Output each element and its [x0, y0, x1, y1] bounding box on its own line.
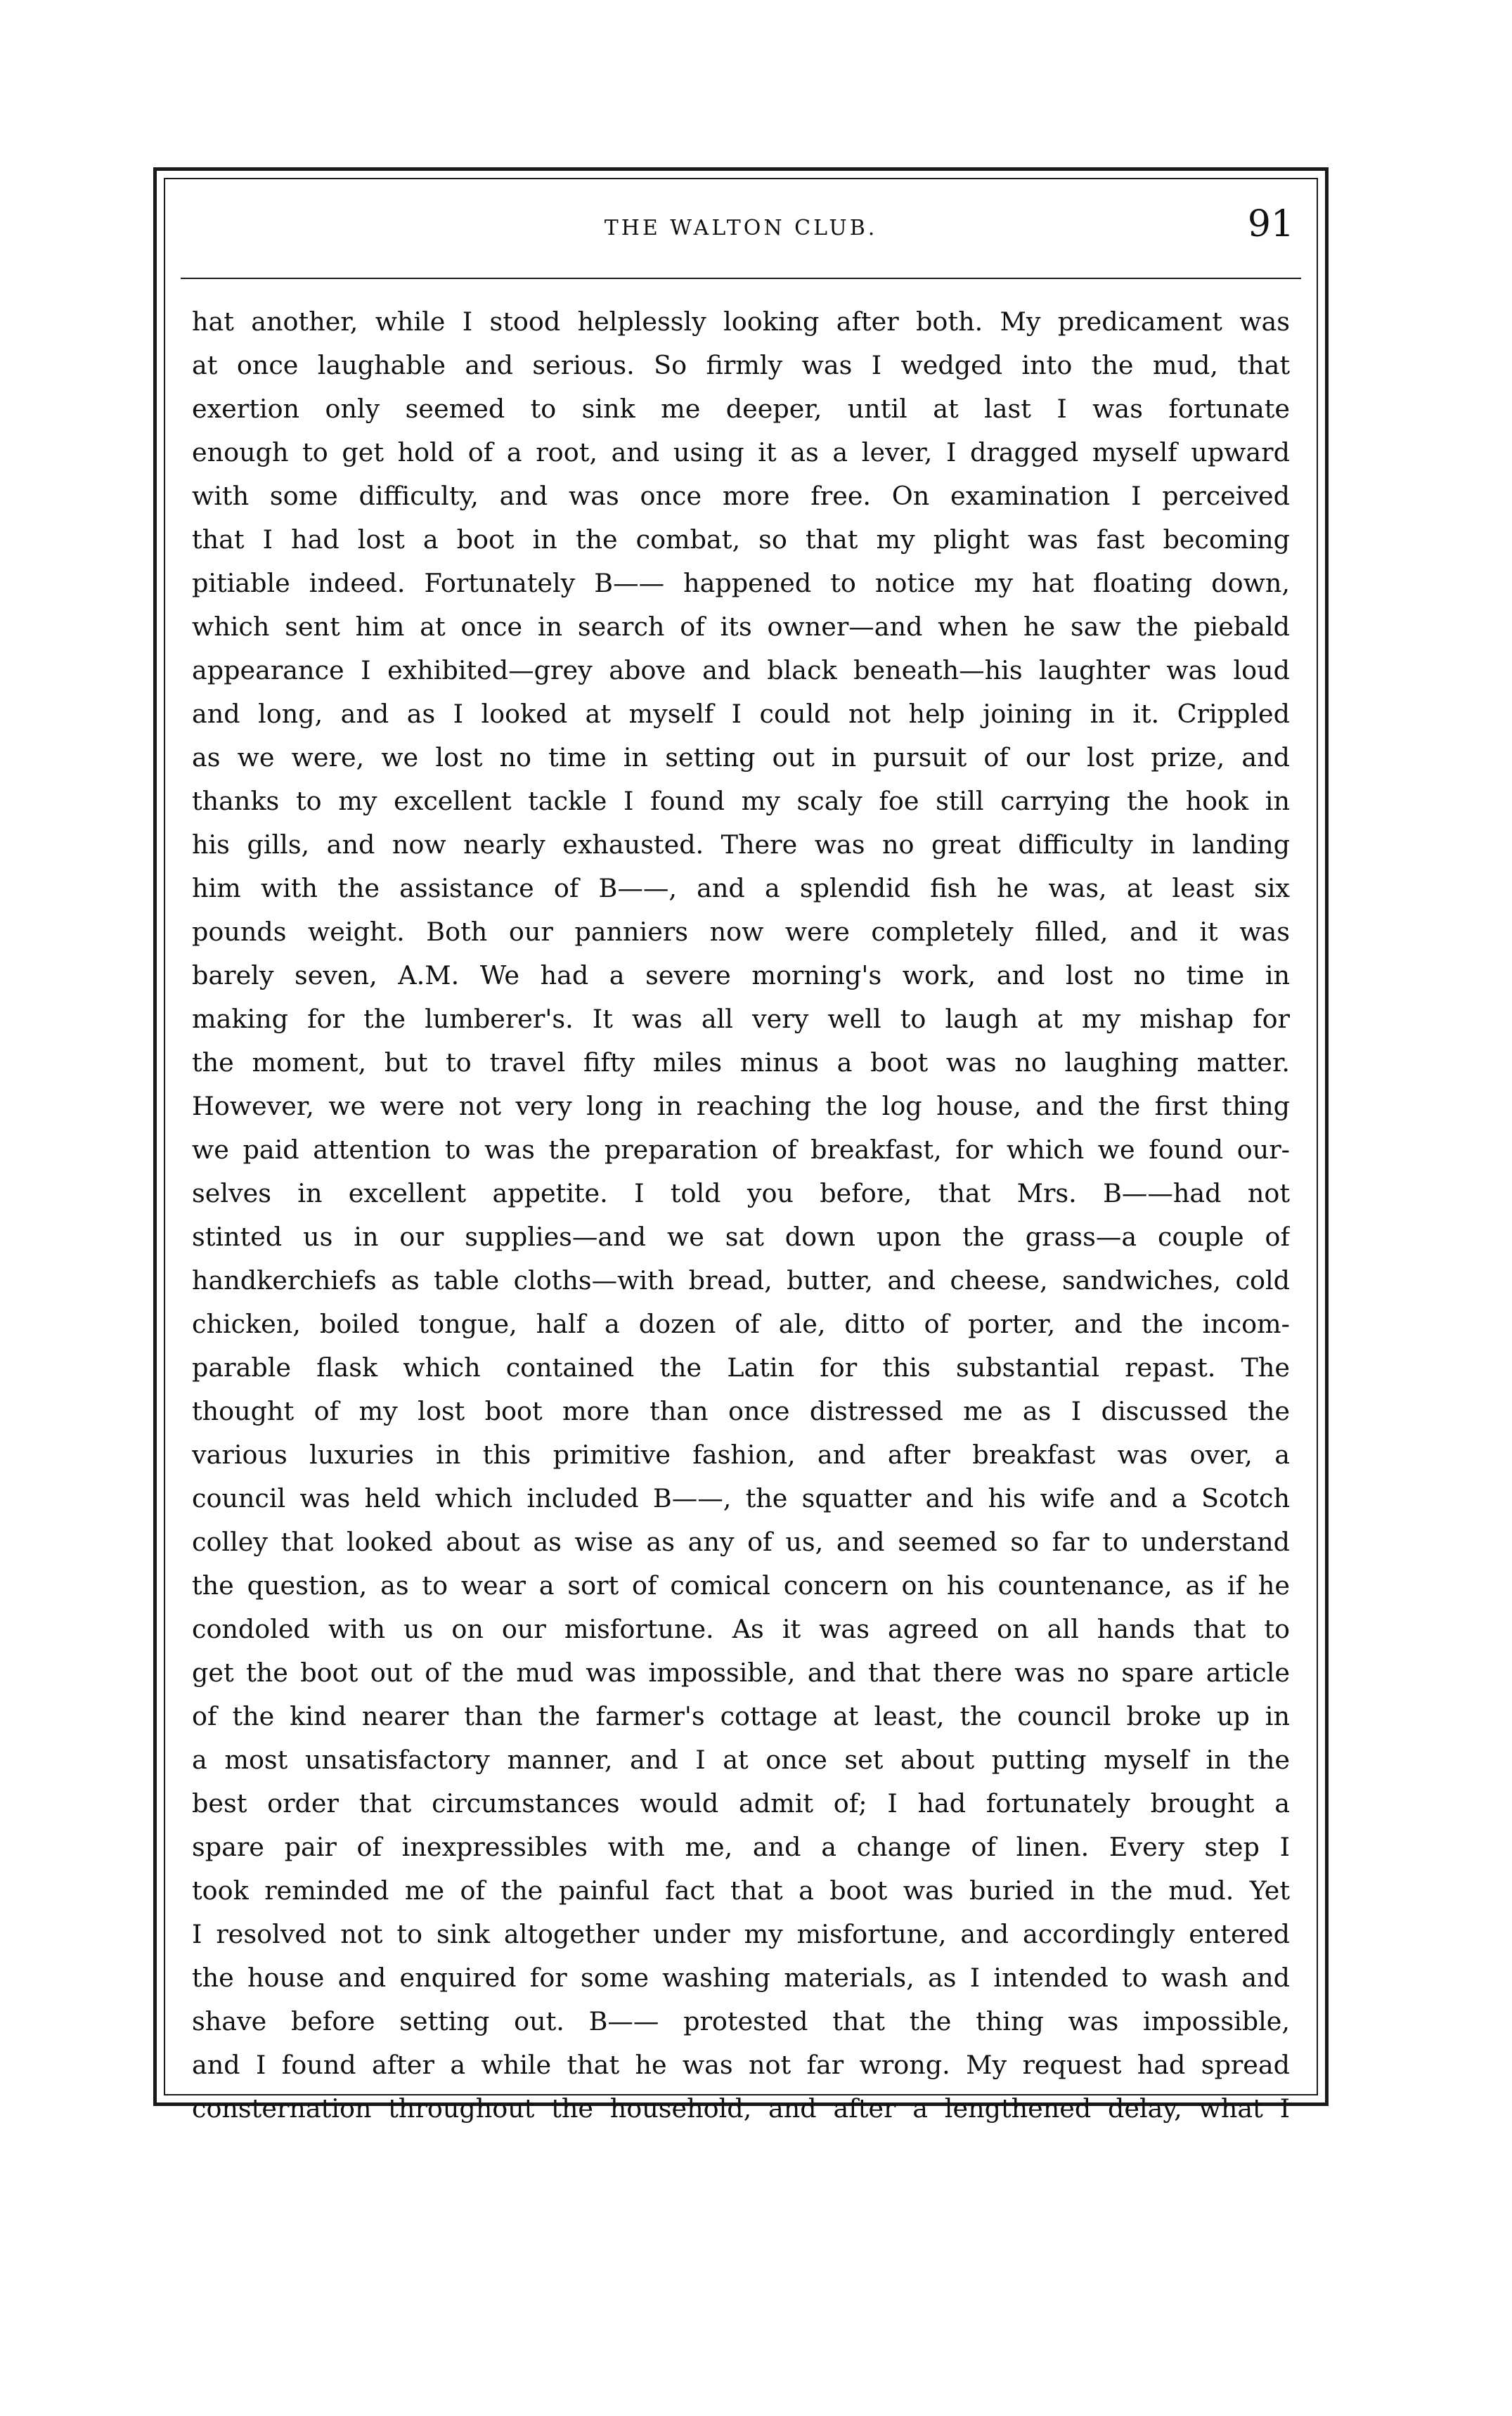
text-line: with some difficulty, and was once more free. On examination I perceived	[192, 481, 1290, 511]
text-line: him with the assistance of B——, and a splendid fish he was, at least six	[192, 873, 1290, 903]
text-line: enough to get hold of a root, and using it as a lever, I dragged myself upward	[192, 437, 1290, 467]
text-line: stinted us in our supplies—and we sat down upon the grass—a couple of	[192, 1222, 1290, 1252]
text-line: thanks to my excellent tackle I found my scaly foe still carrying the hook in	[192, 786, 1290, 816]
text-line: exertion only seemed to sink me deeper, until at last I was fortunate	[192, 394, 1290, 424]
text-line: condoled with us on our misfortune. As it was agreed on all hands that to	[192, 1614, 1290, 1644]
text-line: and I found after a while that he was not far wrong. My request had spread	[192, 2050, 1290, 2080]
text-line: chicken, boiled tongue, half a dozen of ale, ditto of porter, and the incom-	[192, 1309, 1290, 1339]
text-line: best order that circumstances would admit of; I had fortunately brought a	[192, 1788, 1290, 1819]
running-head	[181, 203, 1301, 255]
text-line: I resolved not to sink altogether under my misfortune, and accordingly entered	[192, 1919, 1290, 1949]
text-line: barely seven, A.M. We had a severe morning's work, and lost no time in	[192, 960, 1290, 990]
running-title: THE WALTON CLUB.	[604, 216, 878, 240]
text-line: the house and enquired for some washing materials, as I intended to wash and	[192, 1963, 1290, 1993]
page-frame	[153, 167, 1329, 2124]
text-line: at once laughable and serious. So firmly was I wedged into the mud, that	[192, 350, 1290, 380]
page-number: 91	[1247, 203, 1294, 245]
text-line: appearance I exhibited—grey above and black beneath—his laughter was loud	[192, 655, 1290, 685]
text-line: shave before setting out. B—— protested that the thing was impossible,	[192, 2006, 1290, 2036]
text-line: thought of my lost boot more than once distressed me as I discussed the	[192, 1396, 1290, 1426]
body-text	[192, 300, 1290, 2131]
text-line: pounds weight. Both our panniers now were completely filled, and it was	[192, 917, 1290, 947]
text-line: making for the lumberer's. It was all very well to laugh at my mishap for	[192, 1004, 1290, 1034]
text-line: as we were, we lost no time in setting out in pursuit of our lost prize, and	[192, 742, 1290, 773]
text-line: council was held which included B——, the squatter and his wife and a Scotch	[192, 1483, 1290, 1513]
text-line: parable flask which contained the Latin for this substantial repast. The	[192, 1352, 1290, 1383]
text-line: we paid attention to was the preparation of breakfast, for which we found our-	[192, 1135, 1290, 1165]
header-rule	[181, 278, 1301, 279]
text-line: the moment, but to travel fifty miles minus a boot was no laughing matter.	[192, 1047, 1290, 1078]
text-line: spare pair of inexpressibles with me, and a change of linen. Every step I	[192, 1832, 1290, 1862]
text-line: handkerchiefs as table cloths—with bread, butter, and cheese, sandwiches, cold	[192, 1265, 1290, 1296]
text-line: However, we were not very long in reaching the log house, and the first thing	[192, 1091, 1290, 1121]
text-line: of the kind nearer than the farmer's cottage at least, the council broke up in	[192, 1701, 1290, 1731]
text-line: consternation throughout the household, and after a lengthened delay, what I	[192, 2093, 1290, 2124]
text-line: a most unsatisfactory manner, and I at once set about putting myself in the	[192, 1745, 1290, 1775]
text-line: took reminded me of the painful fact that a boot was buried in the mud. Yet	[192, 1875, 1290, 1906]
text-line: selves in excellent appetite. I told you before, that Mrs. B——had not	[192, 1178, 1290, 1208]
text-line: which sent him at once in search of its owner—and when he saw the piebald	[192, 612, 1290, 642]
text-line: that I had lost a boot in the combat, so that my plight was fast becoming	[192, 524, 1290, 555]
text-line: the question, as to wear a sort of comical concern on his countenance, as if he	[192, 1570, 1290, 1601]
text-line: colley that looked about as wise as any of us, and seemed so far to understand	[192, 1527, 1290, 1557]
text-line: get the boot out of the mud was impossible, and that there was no spare article	[192, 1658, 1290, 1688]
text-line: and long, and as I looked at myself I could not help joining in it. Crippled	[192, 699, 1290, 729]
text-line: hat another, while I stood helplessly looking after both. My predicament was	[192, 306, 1290, 337]
text-line: various luxuries in this primitive fashion, and after breakfast was over, a	[192, 1440, 1290, 1470]
text-line: pitiable indeed. Fortunately B—— happened to notice my hat floating down,	[192, 568, 1290, 598]
text-line: his gills, and now nearly exhausted. There was no great difficulty in landing	[192, 829, 1290, 860]
